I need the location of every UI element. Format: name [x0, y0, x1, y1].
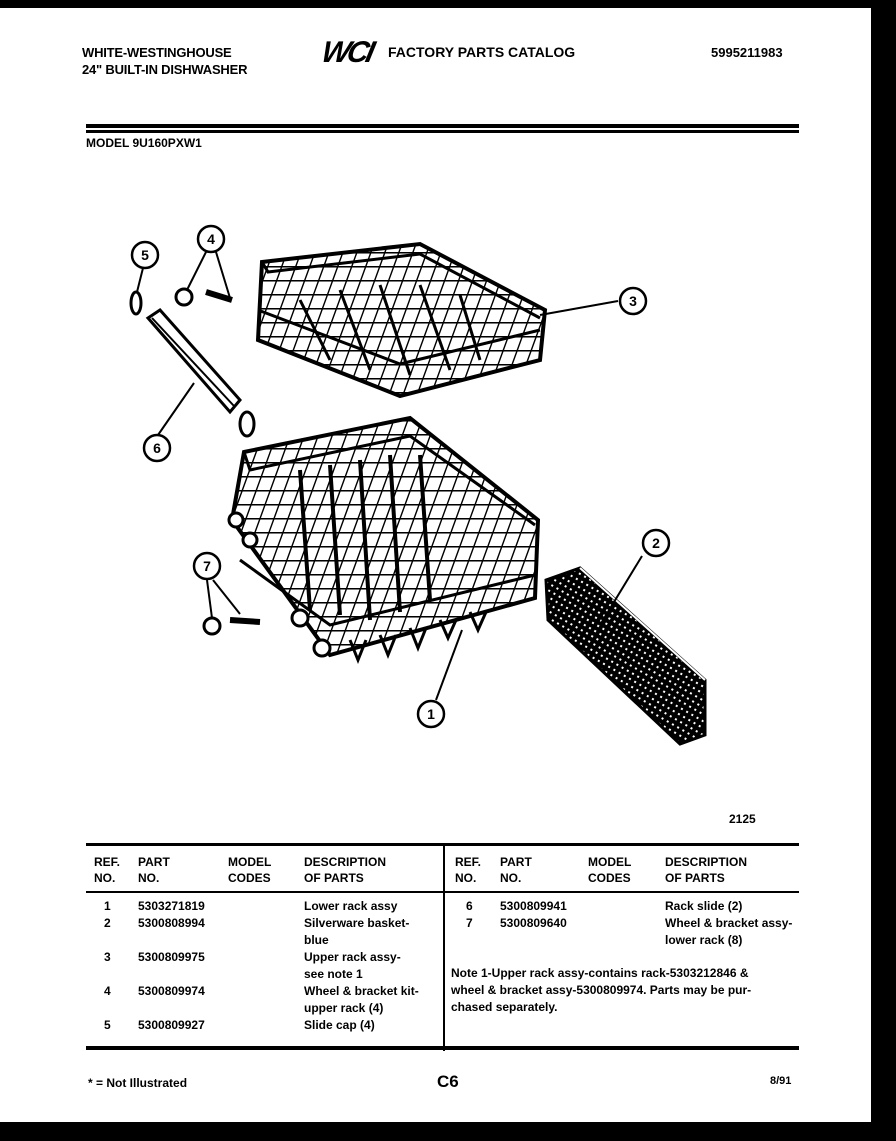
row-part-no: 5300809640: [500, 916, 567, 930]
header-part-no-right: PART NO.: [500, 855, 532, 885]
svg-text:3: 3: [629, 293, 637, 309]
table-note: Note 1-Upper rack assy-contains rack-5303212846 & wheel & bracket assy-5300809974. Parts may be pur- chased separately.: [451, 966, 752, 1014]
table-header-rule: [86, 891, 799, 893]
not-illustrated-legend: * = Not Illustrated: [88, 1076, 188, 1090]
row-description: Rack slide (2): [665, 899, 743, 913]
model-number: MODEL 9U160PXW1: [86, 136, 202, 150]
row-ref: 6: [466, 899, 473, 913]
svg-text:1: 1: [427, 706, 435, 722]
callout-7: [194, 553, 220, 579]
svg-text:5: 5: [141, 247, 149, 263]
row-ref: 3: [104, 950, 111, 964]
catalog-number: 5995211983: [711, 45, 783, 60]
row-description: Upper rack assy- see note 1: [304, 950, 401, 981]
page-code: C6: [437, 1072, 459, 1091]
callout-5: [132, 242, 158, 268]
callout-2: [643, 530, 669, 556]
row-ref: 1: [104, 899, 111, 913]
header-part-no: PART NO.: [138, 855, 170, 885]
row-part-no: 5300808994: [138, 916, 205, 930]
callout-6: [144, 435, 170, 461]
row-ref: 2: [104, 916, 111, 930]
lower-rack-drawing: [229, 418, 538, 660]
catalog-page: [0, 8, 871, 1122]
product-name: 24" BUILT-IN DISHWASHER: [82, 62, 248, 77]
row-description: Lower rack assy: [304, 899, 398, 913]
header-model-codes: MODEL CODES: [228, 855, 272, 885]
header-ref-no: REF. NO.: [94, 855, 121, 885]
header-model-codes-right: MODEL CODES: [588, 855, 632, 885]
rack-slide-drawing: [148, 310, 254, 436]
header-ref-no-right: REF. NO.: [455, 855, 482, 885]
header-description: DESCRIPTION OF PARTS: [304, 855, 387, 885]
upper-rack-drawing: [258, 244, 545, 396]
callout-4: [198, 226, 224, 252]
row-ref: 4: [104, 984, 111, 998]
svg-text:6: 6: [153, 440, 161, 456]
row-description: Wheel & bracket assy- lower rack (8): [665, 916, 793, 947]
brand-block: [82, 44, 247, 78]
catalog-title: FACTORY PARTS CATALOG: [388, 44, 576, 60]
callout-1: [418, 701, 444, 727]
wci-logo: WCI: [318, 36, 375, 69]
row-ref: 7: [466, 916, 473, 930]
callout-3: [620, 288, 646, 314]
row-part-no: 5300809941: [500, 899, 567, 913]
row-description: Wheel & bracket kit- upper rack (4): [304, 984, 419, 1015]
header-rule: [86, 124, 799, 128]
exploded-parts-diagram: [60, 180, 820, 800]
slide-cap-drawing: [131, 292, 141, 314]
row-part-no: 5300809974: [138, 984, 205, 998]
row-description: Silverware basket- blue: [304, 916, 410, 947]
row-description: Slide cap (4): [304, 1018, 375, 1032]
brand-name: WHITE-WESTINGHOUSE: [82, 45, 232, 60]
lower-wheel-bracket-drawing: [204, 618, 260, 634]
row-part-no: 5300809927: [138, 1018, 205, 1032]
revision-date: 8/91: [770, 1075, 792, 1087]
header-description-right: DESCRIPTION OF PARTS: [665, 855, 748, 885]
table-divider: [443, 843, 445, 1051]
header-rule-thin: [86, 130, 799, 133]
figure-number: 2125: [729, 812, 756, 826]
silverware-basket-drawing: [546, 568, 705, 744]
table-bottom-rule: [86, 1046, 799, 1050]
row-part-no: 5303271819: [138, 899, 205, 913]
svg-text:7: 7: [203, 558, 211, 574]
svg-text:4: 4: [207, 231, 215, 247]
upper-wheel-bracket-drawing: [176, 289, 232, 305]
svg-text:2: 2: [652, 535, 660, 551]
row-ref: 5: [104, 1018, 111, 1032]
row-part-no: 5300809975: [138, 950, 205, 964]
